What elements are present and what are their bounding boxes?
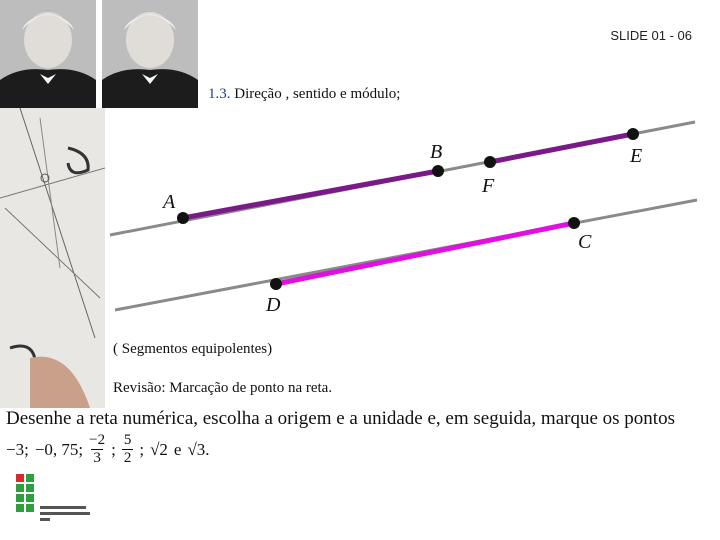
value-sqrt-two: √2 [150,439,168,459]
segment-ab [183,171,438,218]
label-a: A [163,191,176,213]
portrait-photo-right [102,0,198,108]
label-d: D [266,294,281,316]
institution-logo [14,472,94,530]
point-a [177,212,189,224]
fraction-neg-two-thirds [89,432,105,467]
segment-fe [490,134,633,162]
label-b: B [430,141,443,163]
section-title: Direção , sentido e módulo; [234,86,401,102]
value-sqrt-three: √3. [187,439,210,459]
value-neg-decimal: −0, 75; [34,439,84,459]
fraction-denominator: 3 [93,450,101,466]
fraction-numerator: 5 [123,432,132,448]
portrait-photo-left [0,0,96,108]
separator: ; [139,439,145,459]
conjunction: e [173,439,182,459]
fraction-five-halves [122,432,134,467]
exercise-text: Desenhe a reta numérica, escolha a origem e a unidade e, em seguida, marque os pontos [6,408,675,429]
section-number: 1.3. [208,86,231,102]
slide-number: SLIDE 01 - 06 [610,28,692,43]
point-e [627,128,639,140]
fraction-denominator: 2 [123,450,132,466]
equipollent-segments-diagram [105,110,720,335]
point-b [432,165,444,177]
review-line [113,380,332,397]
point-f [484,156,496,168]
decorative-geometry-collage [0,108,105,408]
diagram-caption: ( Segmentos equipolentes) [113,341,273,357]
exercise-values [6,432,210,467]
label-e: E [630,145,643,167]
section-heading [208,86,400,103]
review-label: Revisão: [113,380,166,396]
review-text: Marcação de ponto na reta. [169,380,333,396]
fraction-numerator: −2 [89,432,106,448]
label-c: C [578,231,592,253]
segment-dc [276,223,574,284]
point-c [568,217,580,229]
separator: ; [111,439,116,459]
value-neg-three: −3; [6,439,29,459]
label-f: F [482,175,495,197]
point-d [270,278,282,290]
